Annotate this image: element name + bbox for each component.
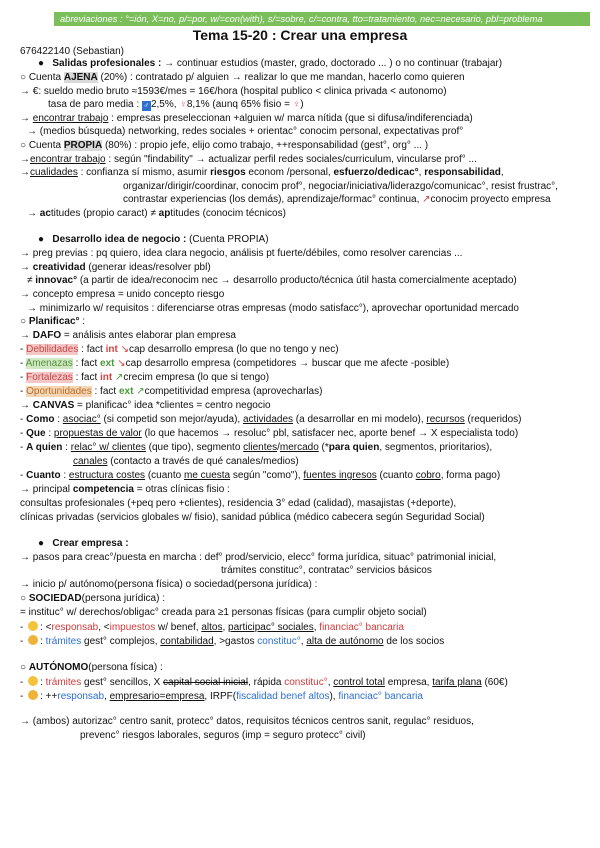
canvas-cuanto-line: - Cuanto : estructura costes (cuanto me cuesta según "como"), fuentes ingresos (cuanto cobro, forma pago) [20,470,501,481]
arrow-down-icon: ↘ [120,344,129,355]
cualidades-line: →cualidades : confianza sí mismo, asumir riesgos econom /personal, esfuerzo/dedicac°, responsabilidad, [20,167,504,178]
bullet-icon: ● [38,234,53,245]
bullet-icon: ● [38,58,53,69]
competencia-line-3: clínicas privadas (servicios globales w/ fisio), sanidad pública (médico cabecera según Seguridad Social) [20,512,485,523]
section-crear-empresa: ● Crear empresa : [38,538,129,549]
pasos-line: → pasos para creac°/puesta en marcha : def° prod/servicio, elecc° forma jurídica, situac° patrimonial inicial, [20,552,497,563]
inicio-line: → inicio p/ autónomo(persona física) o sociedad(persona jurídica) : [20,579,318,590]
innovacion-line: ≠ innovac° (a partir de idea/reconocim nec → desarrollo producto/técnica útil hasta comercialmente aceptado) [27,275,517,286]
cuenta-propia-line: ○ Cuenta PROPIA (80%) : propio jefe, elijo como trabajo, ++responsabilidad (gest°, org° ... ) [20,140,429,151]
happy-face-icon [28,676,38,686]
ambos-line-2: prevenc° riesgos laborales, seguros (imp = seguro protecc° civil) [80,730,366,741]
female-icon: ♀ [292,99,301,110]
sociedad-heading: ○ SOCIEDAD(persona jurídica) : [20,593,165,604]
arrow-up-icon: ↗ [422,194,431,205]
ambos-line: → (ambos) autorizac° centro sanit, protecc° datos, requisitos técnicos centros sanit, regulac° residuos, [20,716,474,727]
encontrar-trabajo-propia: →encontrar trabajo : según "findability" → actualizar perfil redes sociales/curriculum, vincularse prof° ... [20,154,477,165]
amenazas-line: - Amenazas : fact ext ↘cap desarrollo empresa (competidores → buscar que me afecte -posible) [20,358,450,369]
canvas-canales-line: canales (contacto a través de qué canales/medios) [73,456,299,467]
actitudes-line: → actitudes (propio caract) ≠ aptitudes (conocim técnicos) [27,208,286,219]
competencia-line: → principal competencia = otras clínicas fisio : [20,484,230,495]
abbreviations-banner: abreviaciones : °=ión, X=no, p/=por, w/=con(with), s/=sobre, c/=contra, tto=tratamiento, nec=necesario, pbl=problema [54,12,590,26]
planificacion-heading: ○ Planificac° : [20,316,86,327]
sad-face-icon [28,690,38,700]
section-salidas: ● Salidas profesionales : → continuar estudios (master, grado, doctorado ... ) o no continuar (trabajar) [38,58,503,69]
concepto-empresa-line: → concepto empresa = unido concepto riesgo [20,289,225,300]
encontrar-trabajo-ajena: → encontrar trabajo : empresas preseleccionan +alguien w/ marca nítida (que si difusa/indiferenciada) [20,113,473,124]
oportunidades-line: - Oportunidades : fact ext ↗competitividad empresa (aprovecharlas) [20,386,323,397]
female-icon: ♀ [179,99,187,110]
happy-face-icon [28,621,38,631]
bullet-icon: ● [38,538,53,549]
minimizar-line: → minimizarlo w/ requisitos : diferenciarse otras empresas (modo satisfacc°), aprovechar oportunidad mercado [27,303,519,314]
dafo-line: → DAFO = análisis antes elaborar plan empresa [20,330,236,341]
contact-line: 676422140 (Sebastian) [20,46,124,57]
fortalezas-line: - Fortalezas : fact int ↗crecim empresa (lo que si tengo) [20,372,270,383]
sad-face-icon [28,635,38,645]
canvas-a-quien-line: - A quien : relac° w/ clientes (que tipo), segmento clientes/mercado (*para quien, segmentos, prioritarios), [20,442,493,453]
canvas-que-line: - Que : propuestas de valor (lo que hacemos → resoluc° pbl, satisfacer nec, aporte benef → X especialista todo) [20,428,519,439]
debilidades-line: - Debilidades : fact int ↘cap desarrollo empresa (lo que no tengo y nec) [20,344,339,355]
cualidades-line-3: contrastar experiencias (los demás), aprendizaje/formac° continua, ↗conocim proyecto empresa [123,194,551,205]
medios-busqueda-line: → (medios búsqueda) networking, redes sociales + orientac° conocim personal, expectativas prof° [27,126,464,137]
paro-line: tasa de paro media : ♂ 2,5%, ♀8,1% (aunq 65% fisio = ♀) [48,99,304,110]
autonomo-cons-line: - : ++responsab, empresario=empresa, IRPF(fiscalidad benef altos), financiac° bancaria [20,691,423,702]
cuenta-ajena-line: ○ Cuenta AJENA (20%) : contratado p/ alguien → realizar lo que me mandan, hacerlo como quieren [20,72,465,83]
autonomo-pros-line: - : trámites gest° sencillos, X capital social inicial, rápida constituc°, control total empresa, tarifa plana (60€) [20,677,508,688]
arrow-up-icon: ↗ [136,386,145,397]
page-title: Tema 15-20 : Crear una empresa [192,27,408,43]
male-icon: ♂ [143,101,150,110]
canvas-como-line: - Como : asociac° (si competid son mejor/ayuda), actividades (a desarrollar en mi modelo), recursos (requeridos) [20,414,522,425]
sociedad-def-line: = instituc° w/ derechos/obligac° creada para ≥1 personas físicas (para cumplir objeto social) [20,607,427,618]
cualidades-line-2: organizar/dirigir/coordinar, conocim prof°, negociar/iniciativa/liderazgo/comunicac°, resist frustrac°, [123,181,558,192]
creatividad-line: → creatividad (generar ideas/resolver pbl) [20,262,211,273]
sociedad-cons-line: - : trámites gest° complejos, contabilidad, >gastos constituc°, alta de autónomo de los socios [20,636,445,647]
sociedad-pros-line: - : <responsab, <impuestos w/ benef, altos, participac° sociales, financiac° bancaria [20,622,404,633]
competencia-line-2: consultas profesionales (+peq pero +clientes), residencia 3° edad (calidad), masajistas (+deporte), [20,498,457,509]
autonomo-heading: ○ AUTÓNOMO(persona física) : [20,662,163,673]
pasos-line-2: trámites constituc°, contratac° servicios básicos [221,565,432,576]
arrow-down-icon: ↘ [117,358,126,369]
arrow-up-icon: ↗ [115,372,124,383]
sueldo-line: → €: sueldo medio bruto ≈1593€/mes = 16€/hora (hospital publico < clinica privada < autonomo) [20,86,447,97]
section-desarrollo: ● Desarrollo idea de negocio : (Cuenta PROPIA) [38,234,269,245]
canvas-line: → CANVAS = planificac° idea *clientes = centro negocio [20,400,271,411]
preg-previas-line: → preg previas : pq quiero, idea clara negocio, análisis pt fuerte/débiles, como resolver carencias ... [20,248,463,259]
